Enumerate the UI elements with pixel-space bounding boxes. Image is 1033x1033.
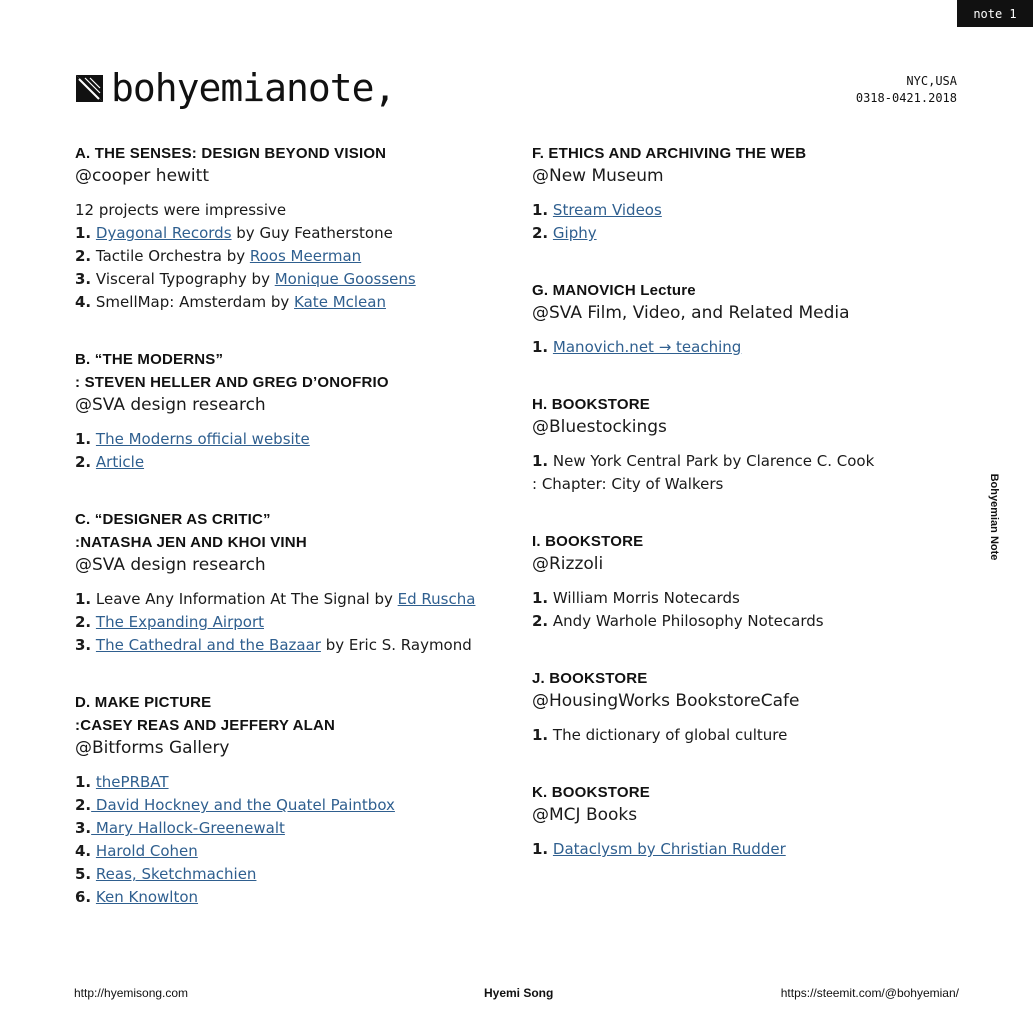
list-item — [75, 771, 495, 794]
section-venue: @SVA design research — [75, 555, 266, 575]
item-link[interactable]: The Cathedral and the Bazaar — [95, 636, 321, 654]
item-number: 2. — [75, 613, 92, 631]
section-d — [75, 691, 495, 909]
section-venue: @Bluestockings — [532, 417, 667, 437]
item-number: 1. — [75, 430, 92, 448]
list-item — [532, 336, 952, 359]
footer-author: Hyemi Song — [484, 986, 554, 1000]
list-item — [75, 863, 495, 886]
item-number: 1. — [532, 452, 549, 470]
section-venue: @Bitforms Gallery — [75, 738, 230, 758]
section-title: D. MAKE PICTURE — [75, 694, 212, 711]
item-text: SmellMap: Amsterdam by — [91, 293, 295, 311]
item-number: 3. — [75, 270, 92, 288]
footer-steemit-link[interactable]: https://steemit.com/@bohyemian/ — [780, 986, 959, 1000]
section-title: B. “THE MODERNS” — [75, 351, 224, 368]
item-number: 4. — [75, 842, 92, 860]
section-venue: @MCJ Books — [532, 805, 638, 825]
section-venue: @HousingWorks BookstoreCafe — [532, 691, 800, 711]
section-i — [532, 530, 952, 633]
item-number: 2. — [75, 796, 92, 814]
item-link[interactable]: Monique Goossens — [274, 270, 416, 288]
dates-text: 0318-0421.2018 — [855, 91, 957, 105]
list-item — [75, 588, 495, 611]
item-text: Andy Warhole Philosophy Notecards — [548, 612, 824, 630]
item-link[interactable]: Giphy — [552, 224, 597, 242]
section-venue: @SVA Film, Video, and Related Media — [532, 303, 850, 323]
item-link[interactable]: Roos Meerman — [249, 247, 362, 265]
section-a — [75, 142, 495, 314]
item-link[interactable]: Harold Cohen — [95, 842, 198, 860]
item-link[interactable]: Ed Ruscha — [397, 590, 476, 608]
item-number: 1. — [532, 201, 549, 219]
item-number: 1. — [532, 840, 549, 858]
item-number: 2. — [75, 247, 92, 265]
section-f — [532, 142, 952, 245]
list-item — [75, 428, 495, 451]
list-item — [75, 451, 495, 474]
list-item — [532, 610, 952, 633]
section-k — [532, 781, 952, 861]
item-link[interactable]: Manovich.net → teaching — [552, 338, 742, 356]
item-link[interactable]: Mary Hallock-Greenewalt — [91, 819, 285, 837]
list-item — [75, 291, 495, 314]
list-item — [75, 817, 495, 840]
section-venue: @SVA design research — [75, 395, 266, 415]
item-number: 1. — [532, 338, 549, 356]
list-item — [532, 724, 952, 747]
section-g — [532, 279, 952, 359]
footer-homepage-link[interactable]: http://hyemisong.com — [74, 986, 189, 1000]
item-link[interactable]: Dataclysm by Christian Rudder — [552, 840, 786, 858]
item-text: by Eric S. Raymond — [320, 636, 472, 654]
list-item — [75, 222, 495, 245]
section-title: C. “DESIGNER AS CRITIC” — [75, 511, 271, 528]
list-item — [75, 611, 495, 634]
item-number: 6. — [75, 888, 92, 906]
list-item — [75, 268, 495, 291]
section-title: G. MANOVICH Lecture — [532, 282, 696, 299]
item-text: Visceral Typography by — [91, 270, 275, 288]
section-title: J. BOOKSTORE — [532, 670, 648, 687]
section-j — [532, 667, 952, 747]
item-link[interactable]: Stream Videos — [552, 201, 662, 219]
item-text: The dictionary of global culture — [548, 726, 788, 744]
section-title: H. BOOKSTORE — [532, 396, 650, 413]
item-number: 3. — [75, 636, 92, 654]
list-item-continuation: : Chapter: City of Walkers — [532, 475, 724, 493]
item-number: 2. — [75, 453, 92, 471]
item-number: 1. — [75, 224, 92, 242]
item-number: 1. — [75, 590, 92, 608]
section-title: K. BOOKSTORE — [532, 784, 650, 801]
list-item — [75, 634, 495, 657]
section-subtitle: : STEVEN HELLER AND GREG D’ONOFRIO — [75, 374, 389, 391]
list-item — [532, 222, 952, 245]
side-label: Bohyemian Note — [988, 473, 1000, 561]
list-item — [75, 245, 495, 268]
item-text: New York Central Park by Clarence C. Cook — [548, 452, 875, 470]
item-number: 1. — [532, 589, 549, 607]
section-title: I. BOOKSTORE — [532, 533, 644, 550]
logo-text: bohyemianote, — [111, 66, 396, 110]
logo-mark-icon — [76, 75, 103, 102]
item-number: 1. — [532, 726, 549, 744]
item-number: 4. — [75, 293, 92, 311]
section-title: F. ETHICS AND ARCHIVING THE WEB — [532, 145, 807, 162]
list-item — [532, 587, 952, 610]
note-tab: note 1 — [957, 0, 1033, 27]
item-link[interactable]: Reas, Sketchmachien — [95, 865, 257, 883]
item-number: 1. — [75, 773, 92, 791]
item-number: 3. — [75, 819, 92, 837]
section-subtitle: :NATASHA JEN AND KHOI VINH — [75, 534, 307, 551]
list-item — [75, 794, 495, 817]
item-link[interactable]: The Moderns official website — [95, 430, 310, 448]
location-text: NYC,USA — [906, 74, 957, 88]
item-text: by Guy Featherstone — [231, 224, 393, 242]
item-link[interactable]: thePRBAT — [95, 773, 169, 791]
item-link[interactable]: Article — [95, 453, 145, 471]
item-link[interactable]: Kate Mclean — [294, 293, 386, 311]
item-number: 2. — [532, 612, 549, 630]
list-item — [75, 886, 495, 909]
site-logo[interactable] — [76, 66, 395, 110]
section-subtitle: :CASEY REAS AND JEFFERY ALAN — [75, 717, 336, 734]
list-item — [75, 840, 495, 863]
item-text: Leave Any Information At The Signal by — [91, 590, 398, 608]
right-column — [532, 142, 952, 895]
section-title: A. THE SENSES: DESIGN BEYOND VISION — [75, 145, 387, 162]
section-venue: @Rizzoli — [532, 554, 604, 574]
item-number: 2. — [532, 224, 549, 242]
item-link[interactable]: Dyagonal Records — [95, 224, 232, 242]
section-c — [75, 508, 495, 657]
list-item — [532, 199, 952, 222]
item-number: 5. — [75, 865, 92, 883]
item-link[interactable]: David Hockney and the Quatel Paintbox — [91, 796, 395, 814]
section-venue: @New Museum — [532, 166, 664, 186]
left-column — [75, 142, 495, 943]
list-item — [532, 450, 952, 473]
item-text: William Morris Notecards — [548, 589, 740, 607]
section-b — [75, 348, 495, 474]
item-text: Tactile Orchestra by — [91, 247, 250, 265]
section-venue: @cooper hewitt — [75, 166, 209, 186]
item-link[interactable]: The Expanding Airport — [95, 613, 264, 631]
item-link[interactable]: Ken Knowlton — [95, 888, 199, 906]
header-meta — [856, 73, 957, 107]
section-h — [532, 393, 952, 496]
list-item — [532, 838, 952, 861]
section-intro: 12 projects were impressive — [75, 201, 287, 219]
